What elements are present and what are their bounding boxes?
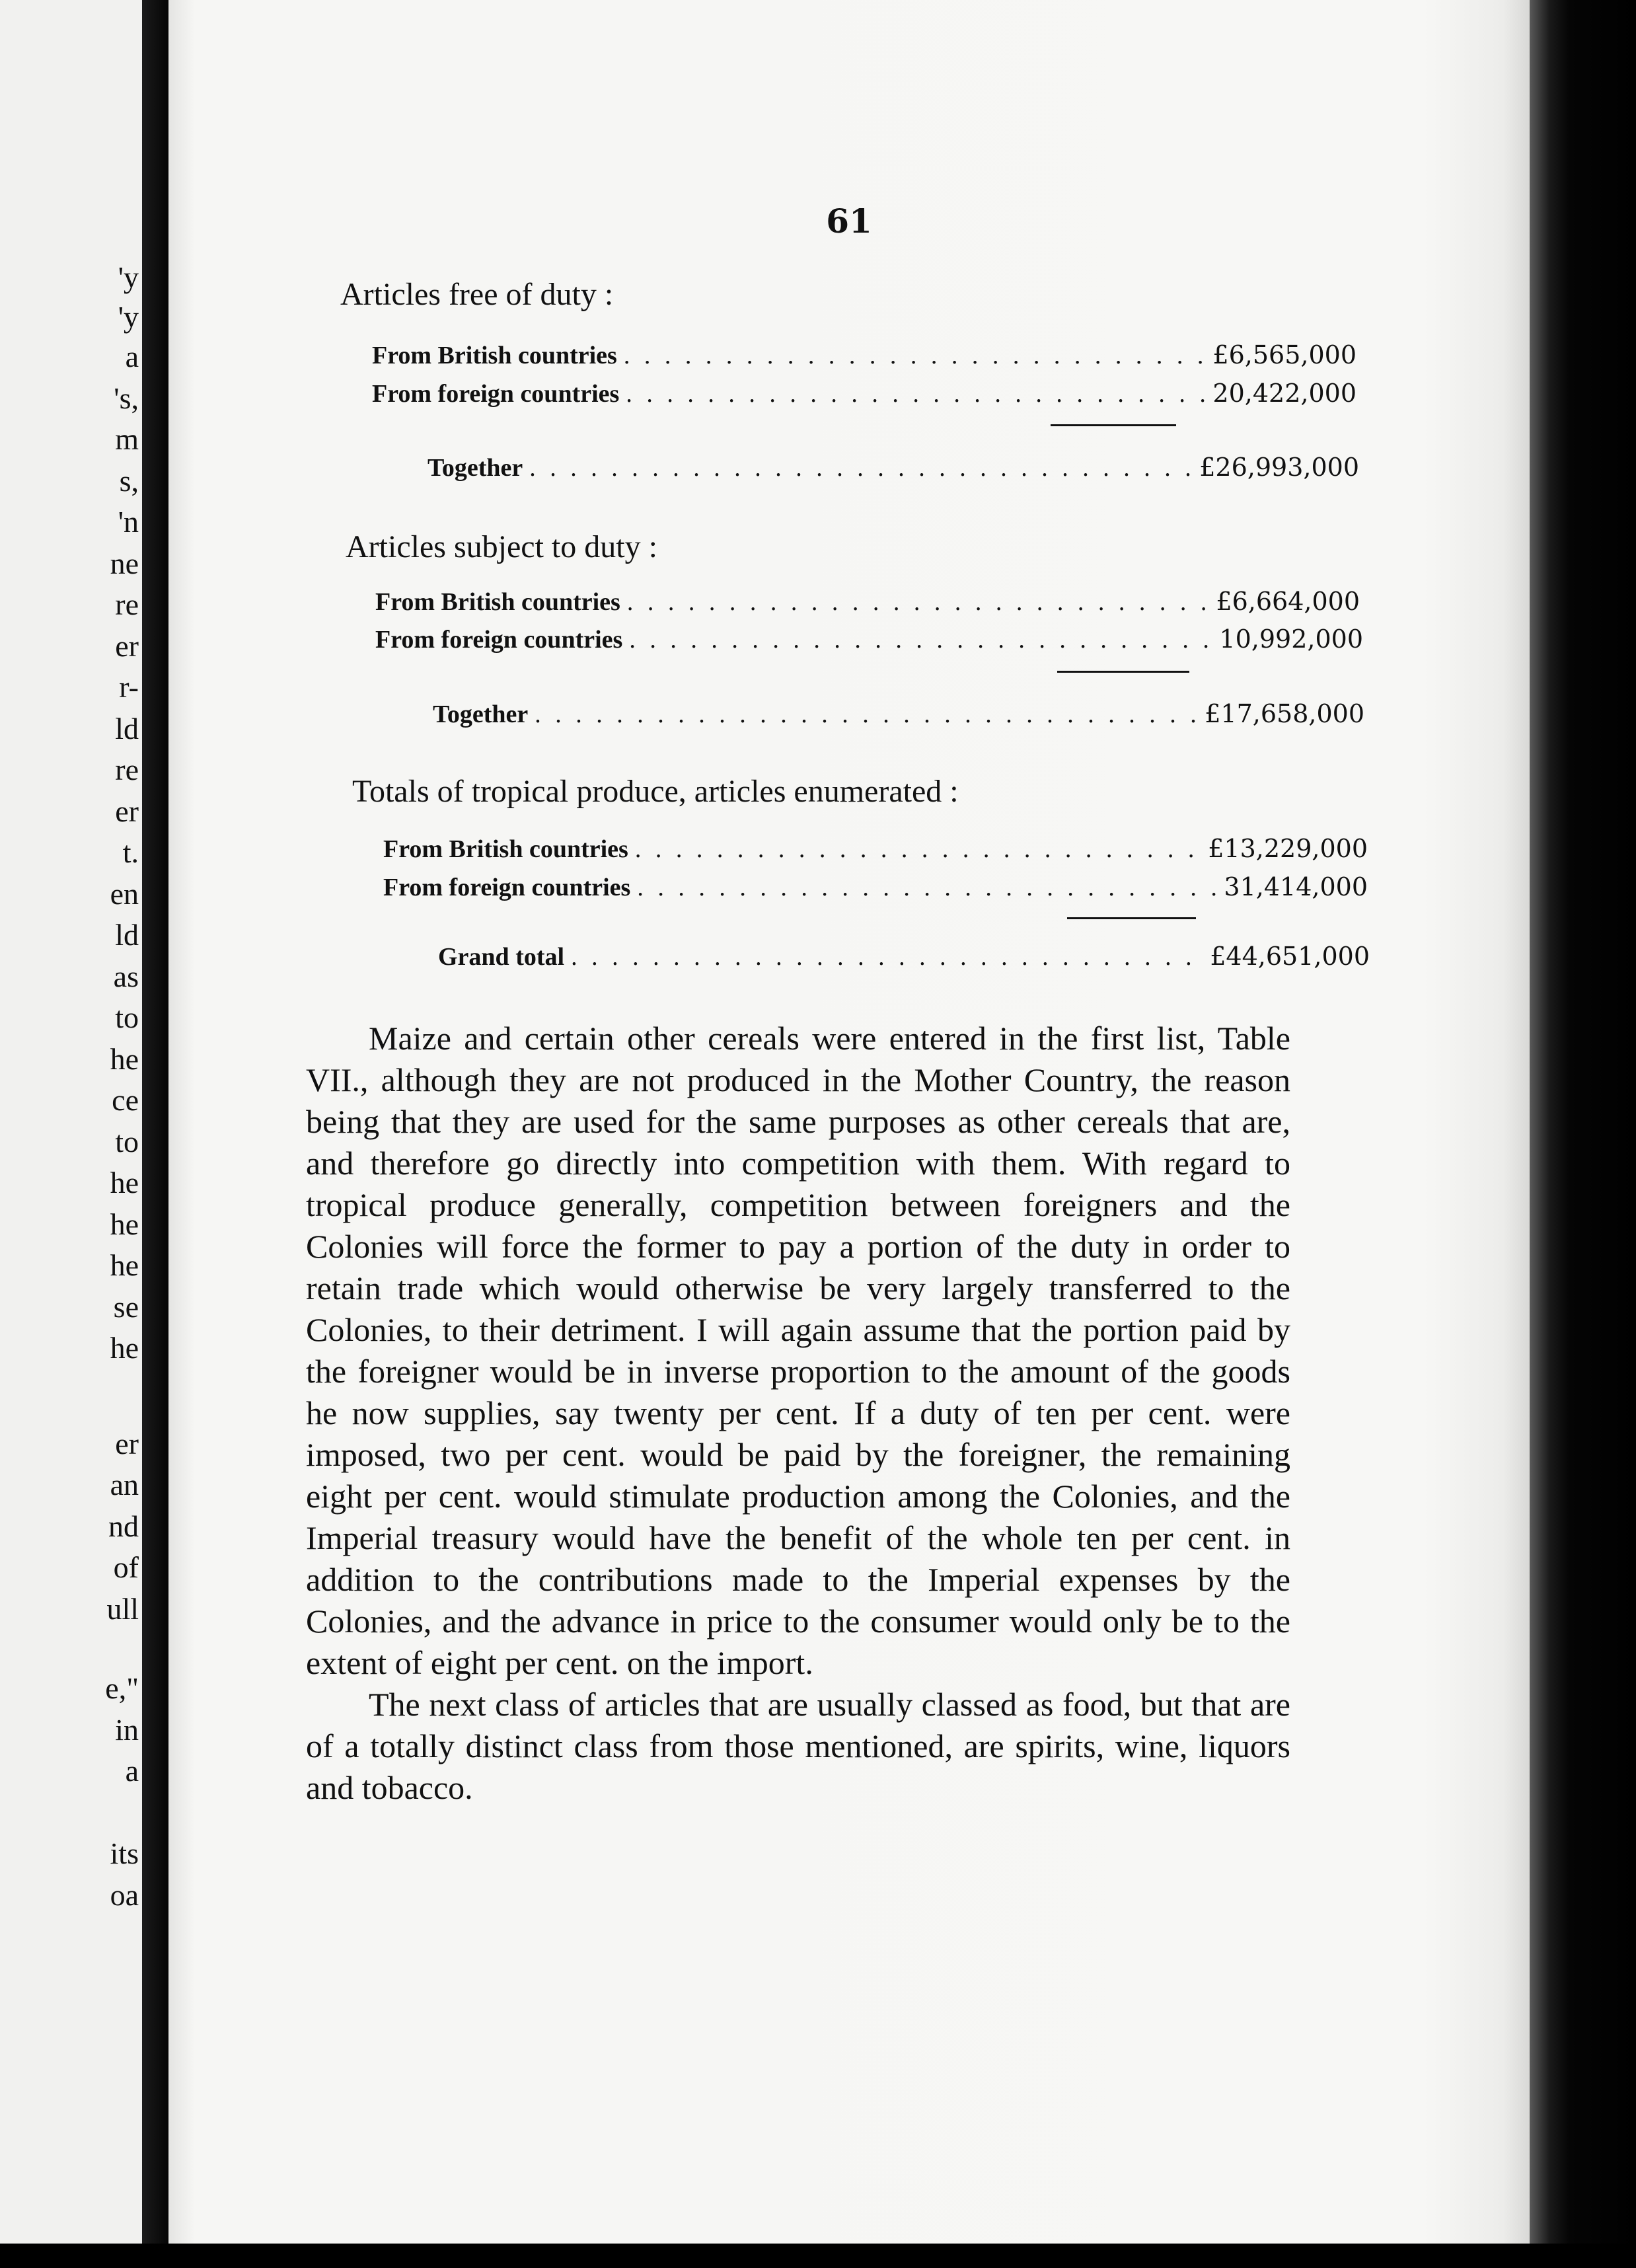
paragraph: Maize and certain other cereals were entered in the first list, Table VII., although they are not produced in the Mother Country, the reason being that they are used for the same purposes as other cereals that are, and therefore go directly into competition with them. With regard to tropical produce generally, competition between foreigners and the Colonies will force the former to pay a portion of the duty in order to retain trade which would otherwise be very largely transferred to the Colonies, to their detriment. I will again assume that the portion paid by the foreigner would be in inverse proportion to the amount of the goods he now supplies, say twenty per cent. If a duty of ten per cent. were imposed, two per cent. would be paid by the foreigner, the remaining eight per cent. would stimulate production among the Colonies, and the Imperial treasury would have the benefit of the whole ten per cent. in addition to the contributions made to the Imperial expenses by the Colonies, and the advance in price to the consumer would only be to the extent of eight per cent. on the import. — [306, 1020, 1290, 1681]
left-page-fragment: its — [110, 1836, 139, 1870]
total-row — [438, 942, 1370, 971]
left-page-fragment: er — [115, 1427, 139, 1460]
row-amount: 10,992,000 — [1219, 624, 1363, 654]
leader-dots — [624, 341, 1207, 370]
paragraph: The next class of articles that are usually classed as food, but that are of a totally distinct class from those mentioned, are spirits, wine, liquors and tobacco. — [306, 1686, 1290, 1806]
left-page-fragment: er — [115, 629, 139, 663]
book-page — [168, 0, 1530, 2268]
row-label: From foreign countries — [383, 874, 631, 901]
leader-dots — [629, 625, 1212, 654]
left-page-fragment: 'y — [118, 300, 139, 334]
table-row — [383, 872, 1368, 902]
leader-dots — [626, 379, 1206, 408]
section-heading-subject-to-duty: Articles subject to duty : — [346, 529, 657, 564]
table-row — [375, 624, 1363, 654]
left-page-fragment: as — [113, 960, 139, 993]
leader-dots — [529, 453, 1193, 482]
left-page-fragment: se — [113, 1290, 139, 1324]
row-label: From foreign countries — [375, 626, 623, 654]
section-heading-tropical-produce: Totals of tropical produce, articles enumerated : — [352, 774, 959, 809]
left-page-fragment: oa — [110, 1878, 139, 1912]
table-row — [375, 587, 1360, 617]
left-page-fragment: an — [110, 1468, 139, 1501]
leader-dots — [571, 942, 1203, 971]
grand-total-label: Grand total — [438, 943, 565, 971]
left-page-fragment: s, — [119, 464, 139, 498]
page-content — [168, 0, 1530, 2244]
total-amount: £17,658,000 — [1205, 699, 1364, 728]
leader-dots — [535, 700, 1198, 729]
left-page-fragment: 's, — [114, 381, 139, 415]
table-row — [372, 379, 1357, 408]
left-page-fragment: 'y — [118, 260, 139, 294]
left-page-fragment: to — [115, 1125, 139, 1158]
left-page-fragment: he — [110, 1042, 139, 1076]
leader-dots — [637, 873, 1217, 902]
left-page-fragment: ne — [110, 547, 139, 580]
left-page-fragment: of — [113, 1550, 139, 1584]
row-amount: £13,229,000 — [1208, 834, 1368, 863]
row-amount: £6,565,000 — [1212, 340, 1357, 369]
left-page-fragment: re — [115, 753, 139, 786]
table-row — [372, 340, 1357, 370]
left-page-fragment: r- — [119, 670, 139, 704]
total-row — [433, 699, 1364, 729]
left-page-fragment: he — [110, 1166, 139, 1199]
left-page-fragment: in — [115, 1713, 139, 1747]
row-amount: 20,422,000 — [1212, 379, 1357, 408]
section-heading-free-of-duty: Articles free of duty : — [340, 277, 614, 312]
scan-border — [0, 2244, 1636, 2268]
left-page-fragment: he — [110, 1248, 139, 1282]
row-label: From British countries — [383, 835, 628, 863]
left-facing-page — [0, 0, 142, 2268]
left-page-fragment: t. — [122, 835, 139, 869]
left-page-fragment: he — [110, 1207, 139, 1241]
left-page-fragment: nd — [108, 1509, 139, 1543]
page-gutter — [142, 0, 168, 2268]
page-number: 61 — [826, 202, 872, 241]
row-label: From British countries — [372, 342, 617, 369]
row-label: From British countries — [375, 588, 620, 616]
left-page-fragment: ld — [115, 918, 139, 952]
body-text — [306, 1018, 1290, 1809]
left-page-fragment: a — [125, 1754, 139, 1788]
sum-rule — [1051, 424, 1176, 426]
left-page-fragment: 'n — [118, 505, 139, 539]
left-page-fragment: re — [115, 587, 139, 621]
left-page-fragment: a — [125, 340, 139, 373]
left-page-fragment: er — [115, 794, 139, 828]
left-page-fragment: he — [110, 1331, 139, 1365]
left-page-fragment: en — [110, 877, 139, 911]
left-page-fragment: ce — [112, 1083, 139, 1117]
table-row — [383, 834, 1368, 864]
left-page-fragment: ld — [115, 712, 139, 745]
row-amount: £6,664,000 — [1216, 587, 1360, 616]
left-page-fragment: to — [115, 1001, 139, 1034]
row-amount: 31,414,000 — [1224, 872, 1368, 901]
sum-rule — [1067, 917, 1196, 919]
leader-dots — [627, 587, 1210, 617]
total-label: Together — [428, 454, 523, 482]
total-label: Together — [433, 700, 529, 728]
grand-total-amount: £44,651,000 — [1210, 942, 1370, 971]
left-page-fragment: e," — [105, 1671, 139, 1705]
leader-dots — [635, 835, 1201, 864]
sum-rule — [1057, 671, 1189, 673]
left-page-fragment: m — [115, 422, 139, 456]
page-edge-shadow — [1530, 0, 1636, 2268]
total-amount: £26,993,000 — [1199, 453, 1359, 482]
total-row — [428, 453, 1359, 482]
left-page-fragment: ull — [106, 1592, 139, 1626]
row-label: From foreign countries — [372, 380, 620, 408]
